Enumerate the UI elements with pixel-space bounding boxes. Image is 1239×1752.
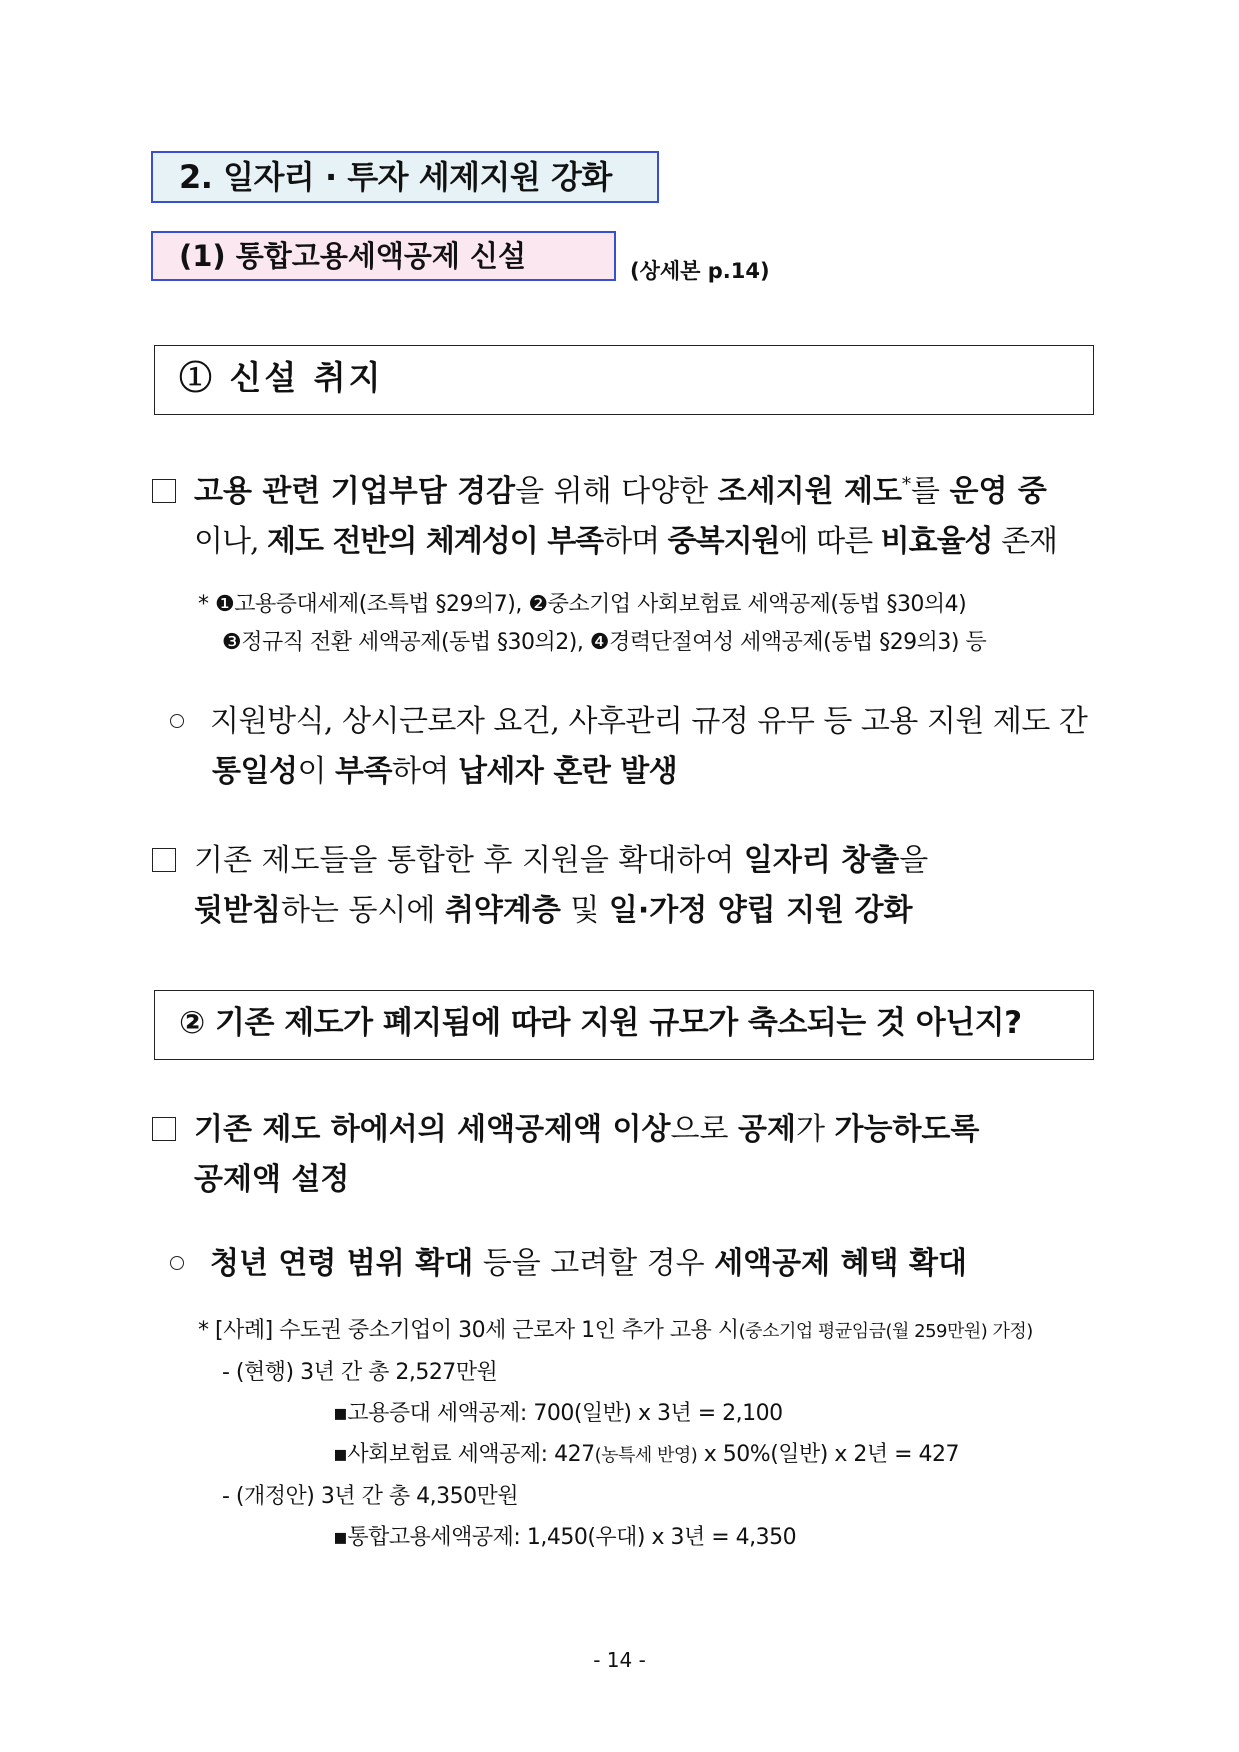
paragraph-5: 청년 연령 범위 확대 등을 고려할 경우 세액공제 혜택 확대	[170, 1239, 1110, 1289]
checkbox-bullet-icon	[152, 479, 176, 503]
detail-reference: (상세본 p.14)	[630, 259, 770, 283]
subsection-title: (1) 통합고용세액공제 신설	[151, 231, 616, 281]
page-number: - 14 -	[593, 1648, 646, 1672]
heading-question: ② 기존 제도가 폐지됨에 따라 지원 규모가 축소되는 것 아닌지?	[154, 990, 1094, 1060]
section-title: 2. 일자리 · 투자 세제지원 강화	[151, 151, 659, 203]
heading-purpose: ① 신설 취지	[154, 345, 1094, 415]
paragraph-3: 기존 제도들을 통합한 후 지원을 확대하여 일자리 창출을 뒷받침하는 동시에 취약계층 및 일·가정 양립 지원 강화	[152, 836, 1102, 936]
example-case: * [사례] 수도권 중소기업이 30세 근로자 1인 추가 고용 시(중소기업 평균임금(월 259만원) 가정) - (현행) 3년 간 총 2,527만원 ▪고용증대 세액공제: 700(일반) x 3년 = 2,100 ▪사회보험료 세액공제: 427(농특세 반영) x 50%(일반) x 2년 = 427 - (개정안) 3년 간 총 4,350만원 ▪통합고용세액공제: 1,450(우대) x 3년 = 4,350	[198, 1318, 1033, 1550]
circle-bullet-icon	[170, 1256, 184, 1270]
paragraph-1: 고용 관련 기업부담 경감을 위해 다양한 조세지원 제도*를 운영 중 이나, 제도 전반의 체계성이 부족하며 중복지원에 따른 비효율성 존재	[152, 460, 1102, 567]
note-1: * ❶고용증대세제(조특법 §29의7), ❷중소기업 사회보험료 세액공제(동법 §30의4) ❸정규직 전환 세액공제(동법 §30의2), ❹경력단절여성 세액공제(동법 §29의3) 등	[198, 592, 987, 655]
circle-bullet-icon	[170, 714, 184, 728]
paragraph-2: 지원방식, 상시근로자 요건, 사후관리 규정 유무 등 고용 지원 제도 간 통일성이 부족하여 납세자 혼란 발생	[170, 697, 1110, 797]
paragraph-4: 기존 제도 하에서의 세액공제액 이상으로 공제가 가능하도록 공제액 설정	[152, 1105, 1102, 1205]
checkbox-bullet-icon	[152, 1117, 176, 1141]
checkbox-bullet-icon	[152, 848, 176, 872]
